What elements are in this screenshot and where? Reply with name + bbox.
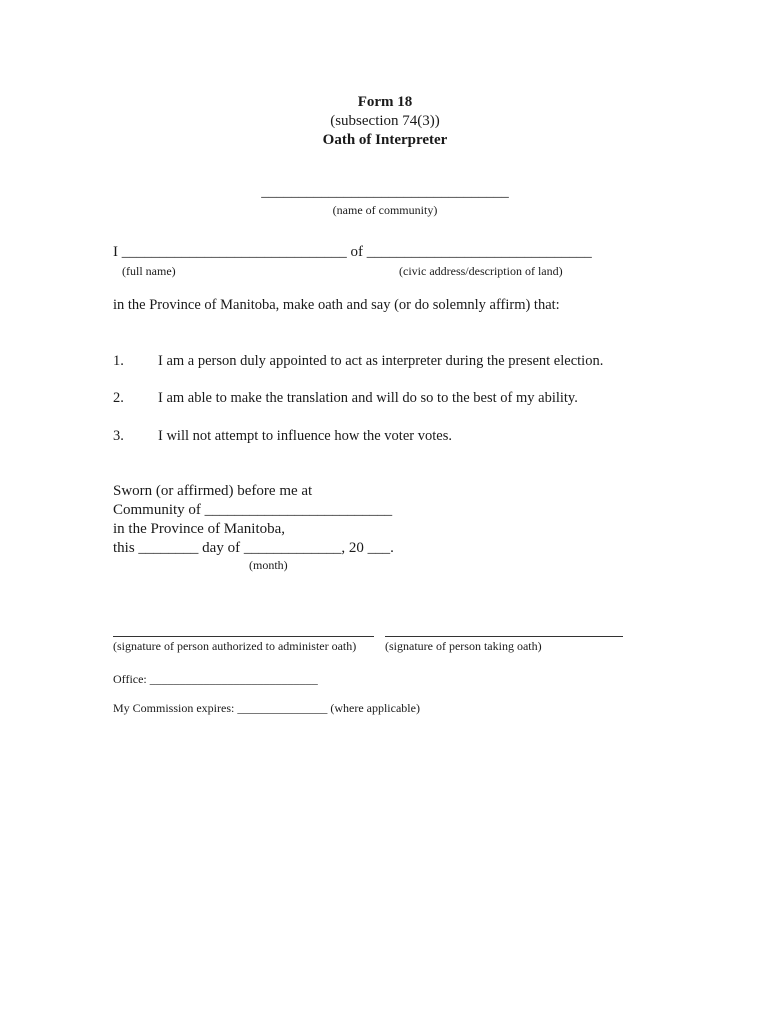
identity-connector: of	[350, 244, 363, 260]
statement-2-text: I am able to make the translation and will do so to the best of my ability.	[158, 390, 578, 406]
form-number: Form 18	[357, 94, 413, 110]
statement-3-text: I will not attempt to influence how the voter votes.	[158, 428, 452, 444]
address-caption: (civic address/description of land)	[399, 264, 563, 278]
form-subsection: (subsection 74(3))	[330, 113, 440, 129]
intro-text: in the Province of Manitoba, make oath and say (or do solemnly affirm) that:	[113, 297, 560, 313]
oath-taker-signature-line[interactable]	[385, 636, 623, 637]
form-title: Oath of Interpreter	[322, 132, 448, 148]
office-line[interactable]: Office: ____________________________	[113, 672, 318, 686]
jurat-date-line[interactable]: this ________ day of _____________, 20 ___.	[113, 540, 394, 556]
community-blank[interactable]: _________________________________	[261, 184, 509, 200]
identity-prefix: I	[113, 244, 118, 260]
statement-1-number: 1.	[113, 353, 124, 369]
community-caption: (name of community)	[332, 203, 438, 217]
month-caption: (month)	[249, 558, 288, 572]
administer-signature-line[interactable]	[113, 636, 374, 637]
statement-2-number: 2.	[113, 390, 124, 406]
commission-line[interactable]: My Commission expires: _______________ (where applicable)	[113, 701, 420, 715]
jurat-line-1: Sworn (or affirmed) before me at	[113, 483, 313, 499]
statement-3-number: 3.	[113, 428, 124, 444]
jurat-line-3: in the Province of Manitoba,	[113, 521, 286, 537]
oath-taker-signature-caption: (signature of person taking oath)	[385, 639, 542, 653]
statement-1-text: I am a person duly appointed to act as interpreter during the present election.	[158, 353, 604, 369]
address-blank[interactable]: ______________________________	[366, 244, 592, 260]
jurat-community-line[interactable]: Community of _________________________	[113, 502, 393, 518]
identity-line	[113, 244, 592, 261]
full-name-caption: (full name)	[122, 264, 176, 278]
administer-signature-caption: (signature of person authorized to administer oath)	[113, 639, 357, 653]
full-name-blank[interactable]: ______________________________	[121, 244, 347, 260]
